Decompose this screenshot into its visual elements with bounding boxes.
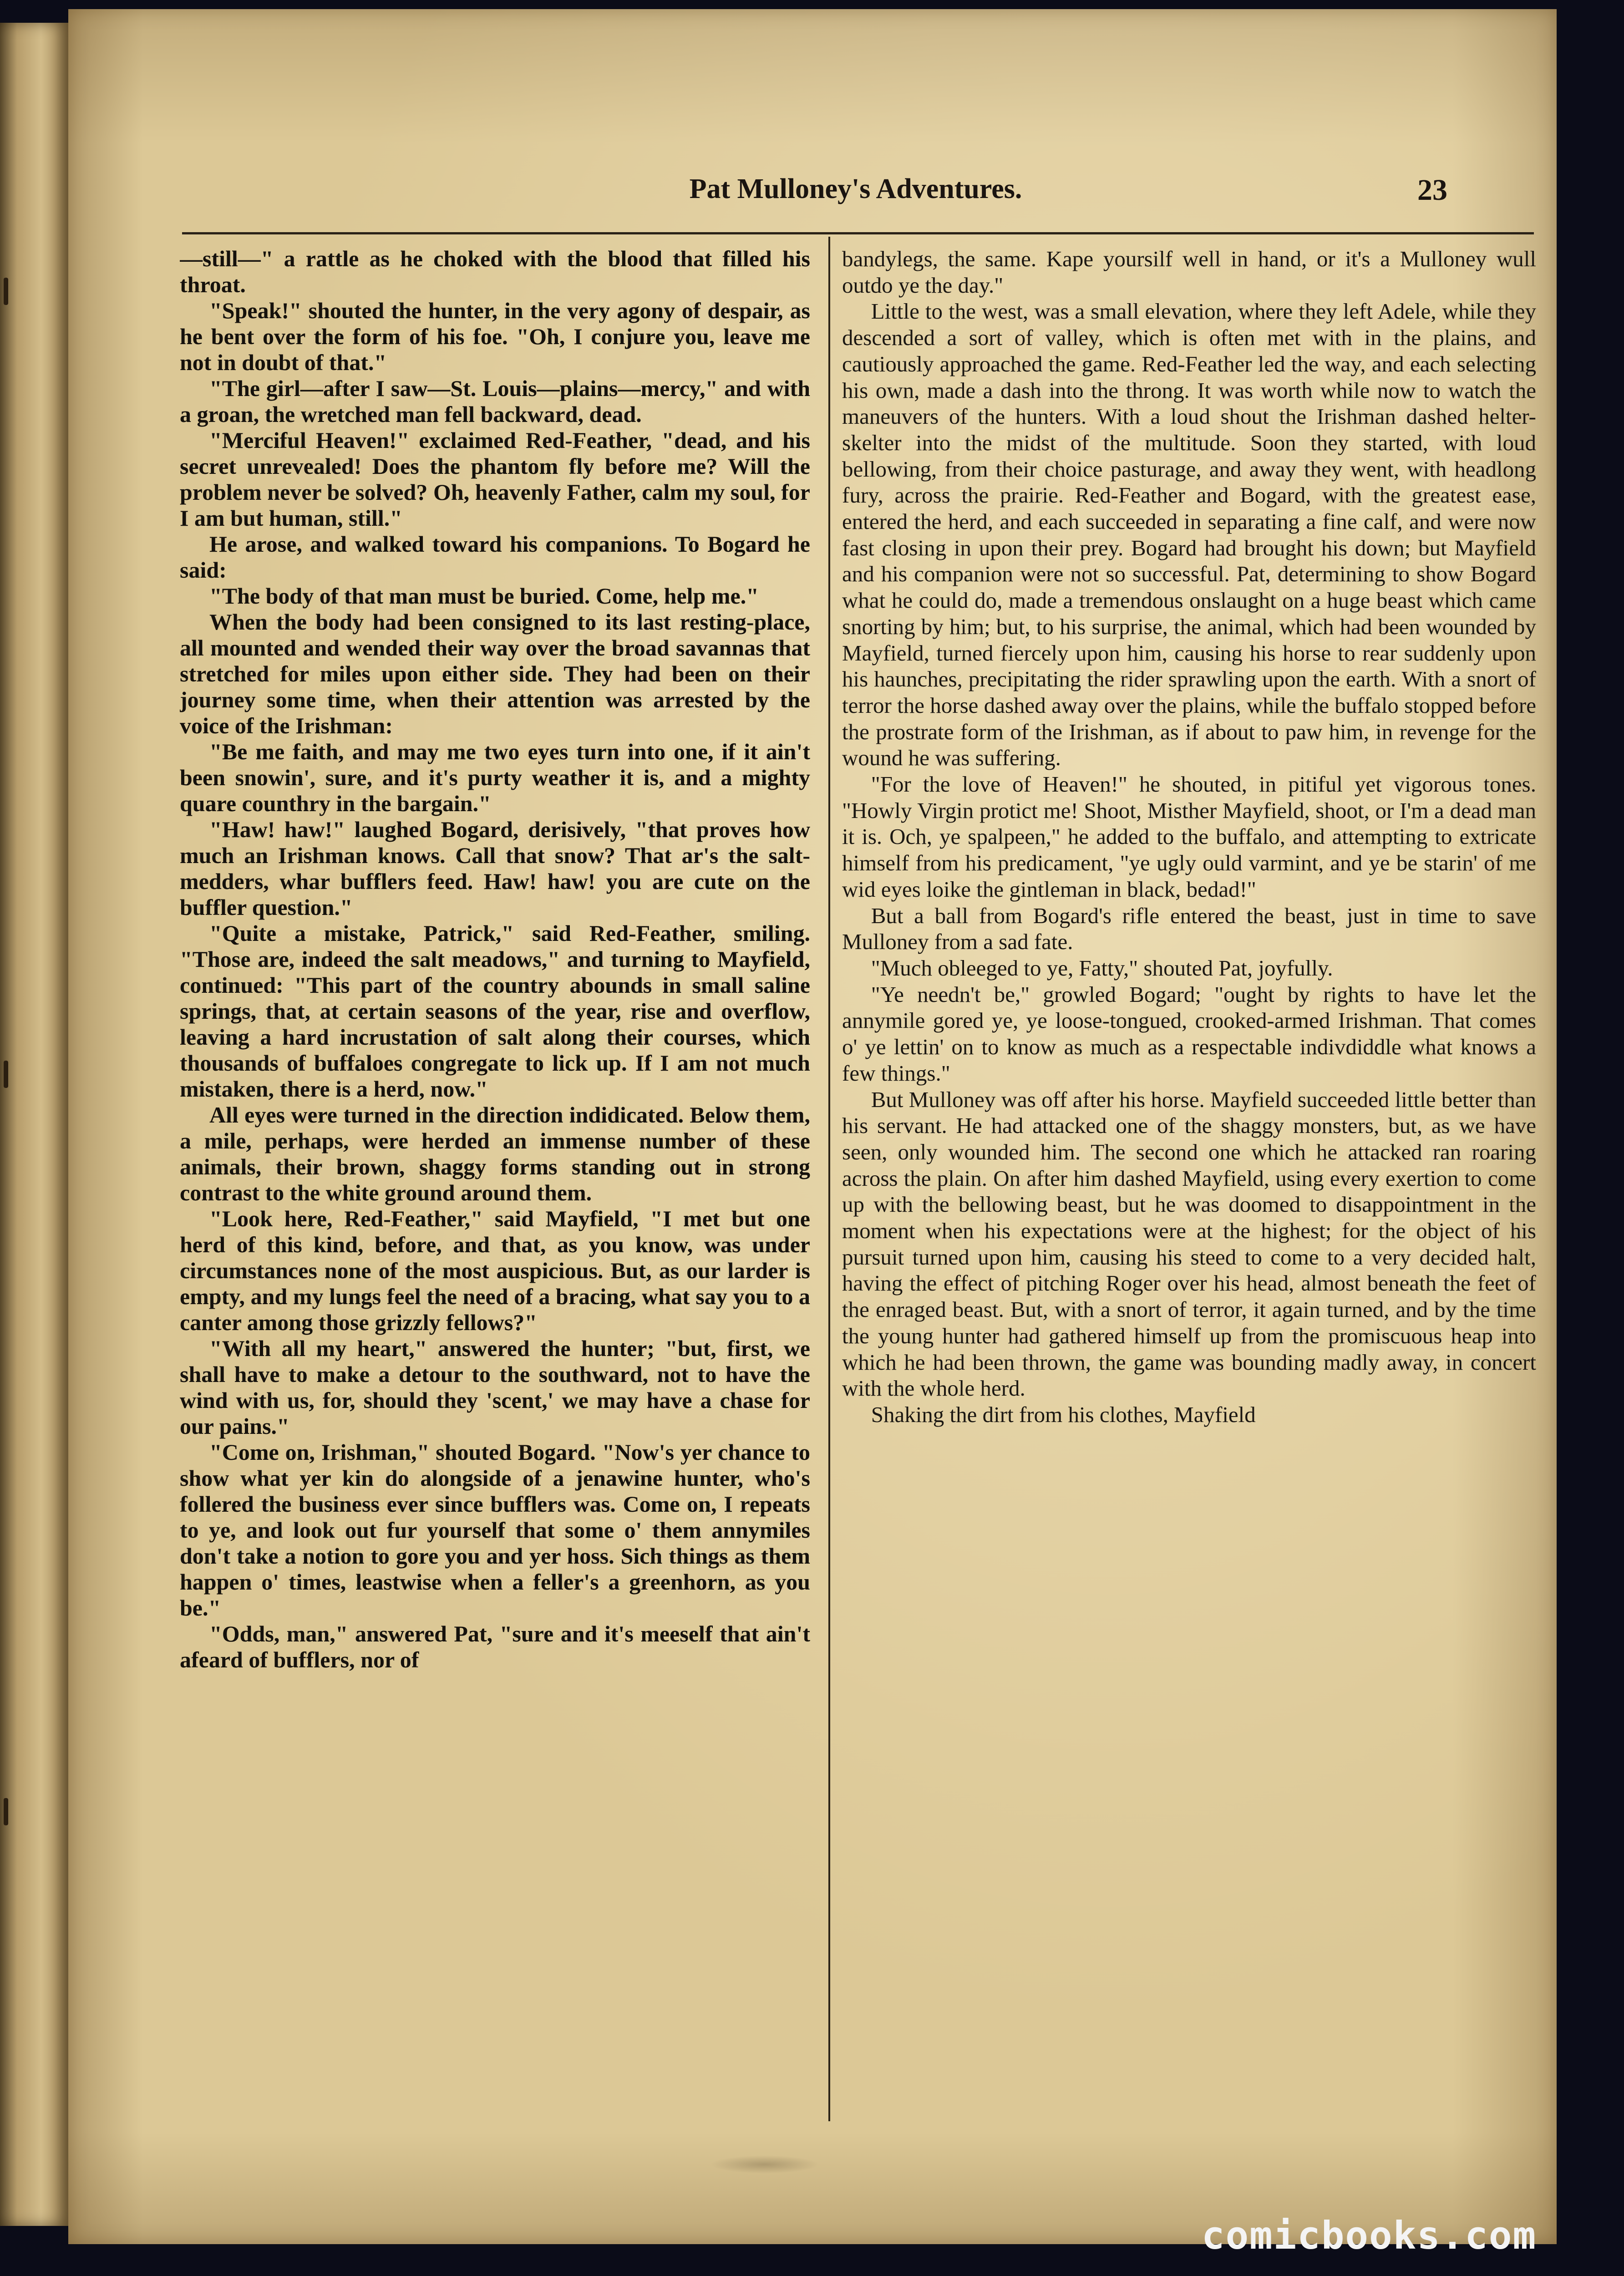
paragraph: "Speak!" shouted the hunter, in the very agony of despair, as he bent over the form of his foe. "Oh, I conjure you, leave me not in doubt of that.": [180, 298, 810, 375]
paragraph: Shaking the dirt from his clothes, Mayfield: [871, 1402, 1256, 1427]
binding-stitch: [4, 278, 8, 305]
column-divider: [828, 237, 830, 2121]
previous-page-edge: [0, 23, 68, 2226]
binding-stitch: [4, 1798, 8, 1825]
paragraph: "Ye needn't be," growled Bogard; "ought by rights to have let the annymile gored ye, ye loose-tongued, crooked-armed Irishman. That comes o' ye lettin' on to know as much as a respectable indivdiddle what knows a few things.": [842, 981, 1536, 1086]
paragraph: "With all my heart," answered the hunter; "but, first, we shall have to make a detour to the southward, not to have the wind with us, for, should they 'scent,' we may have a chase for our pains.": [180, 1336, 810, 1439]
paragraph: bandylegs, the same. Kape yoursilf well in hand, or it's a Mulloney wull outdo ye the day.": [842, 246, 1536, 298]
paragraph: "Quite a mistake, Patrick," said Red-Feather, smiling. "Those are, indeed the salt meadows," and turning to Mayfield, continued: "This part of the country abounds in small saline springs, that, at certain seasons of the year, rise and overflow, leaving a hard incrustation of salt along their courses, which thousands of buffaloes congregate to lick up. If I am not much mistaken, there is a herd, now.": [180, 920, 810, 1102]
paragraph: All eyes were turned in the direction indidicated. Below them, a mile, perhaps, were herded an immense number of these animals, their brown, shaggy forms standing out in strong contrast to the white ground around them.: [180, 1102, 810, 1205]
paragraph: "The girl—after I saw—St. Louis—plains—mercy," and with a groan, the wretched man fell backward, dead.: [180, 376, 810, 427]
running-title: Pat Mulloney's Adventures.: [689, 173, 1022, 204]
paragraph: "Haw! haw!" laughed Bogard, derisively, "that proves how much an Irishman knows. Call that snow? That ar's the salt-medders, whar bufflers feed. Haw! haw! you are cute on the buffler question.": [180, 817, 810, 920]
paragraph: "Much obleeged to ye, Fatty," shouted Pat, joyfully.: [871, 955, 1333, 981]
paragraph: "Look here, Red-Feather," said Mayfield, "I met but one herd of this kind, before, and that, as you know, was under circumstances none of the most auspicious. But, as our larder is empty, and my lungs feel the need of a bracing, what say you to a canter among those grizzly fellows?": [180, 1206, 810, 1335]
binding-stitch: [4, 1061, 8, 1088]
paragraph: "The body of that man must be buried. Come, help me.": [209, 583, 759, 609]
printer-smudge: [710, 2155, 819, 2174]
header-rule: [182, 232, 1534, 234]
paragraph: But Mulloney was off after his horse. Mayfield succeeded little better than his servant. He had attacked one of the shaggy monsters, but, as we have seen, only wounded him. The second one which he attacked ran roaring across the plain. On after him dashed Mayfield, using every exertion to come up with the bellowing beast, but he was doomed to disappointment in the moment when his expectations were at the highest; for the object of his pursuit turned upon him, causing his steed to come to a very decided halt, having the effect of pitching Roger over his head, almost beneath the feet of the enraged beast. But, with a snort of terror, it again turned, and by the time the young hunter had gathered himself up from the promiscuous heap into which he had been thrown, the game was bounding madly away, in concert with the whole herd.: [842, 1087, 1536, 1401]
book-page: [68, 9, 1557, 2244]
running-head: [68, 173, 1557, 223]
paragraph: Little to the west, was a small elevation, where they left Adele, while they descended a sort of valley, which is often met with in the plains, and cautiously approached the game. Red-Feather led the way, and each selecting his own, made a dash into the throng. It was worth while now to watch the maneuvers of the hunters. With a loud shout the Irishman dashed helter-skelter into the midst of the multitude. Soon they started, with loud bellowing, from their choice pasturage, and away they went, with headlong fury, across the prairie. Red-Feather and Bogard, with the greatest ease, entered the herd, and each succeeded in separating a fine calf, and were now fast closing in upon their prey. Bogard had brought his down; but Mayfield and his companion were not so successful. Pat, determining to show Bogard what he could do, made a tremendous onslaught on a huge beast which came snorting by him; but, to his surprise, the animal, which had been wounded by Mayfield, turned fiercely upon him, causing his horse to rear suddenly upon his haunches, precipitating the rider sprawling upon the earth. With a snort of terror the horse dashed away over the plains, while the buffalo stopped before the prostrate form of the Irishman, as if about to paw him, in revenge for the wound he was suffering.: [842, 299, 1536, 771]
paragraph: —still—" a rattle as he choked with the blood that filled his throat.: [180, 246, 810, 297]
paragraph: He arose, and walked toward his companions. To Bogard he said:: [180, 531, 810, 583]
page-number: 23: [1417, 173, 1447, 207]
text-column-left: [180, 246, 810, 2126]
paragraph: "Odds, man," answered Pat, "sure and it's meeself that ain't afeard of bufflers, nor of: [180, 1621, 810, 1672]
paragraph: "Merciful Heaven!" exclaimed Red-Feather, "dead, and his secret unrevealed! Does the phantom fly before me? Will the problem never be solved? Oh, heavenly Father, calm my soul, for I am but human, still.": [180, 427, 810, 531]
paragraph: When the body had been consigned to its last resting-place, all mounted and wended their way over the broad savannas that stretched for miles upon either side. They had been on their journey some time, when their attention was arrested by the voice of the Irishman:: [180, 609, 810, 738]
paragraph: "Come on, Irishman," shouted Bogard. "Now's yer chance to show what yer kin do alongside of a jenawine hunter, who's follered the business ever since bufflers was. Come on, I repeats to ye, and look out fur yourself that some o' them annymiles don't take a notion to gore you and yer hoss. Sich things as them happen o' times, leastwise when a feller's a greenhorn, as you be.": [180, 1439, 810, 1621]
paragraph: But a ball from Bogard's rifle entered the beast, just in time to save Mulloney from a sad fate.: [842, 903, 1536, 955]
site-watermark: comicbooks.com: [1202, 2213, 1537, 2258]
paragraph: "For the love of Heaven!" he shouted, in pitiful yet vigorous tones. "Howly Virgin protict me! Shoot, Misther Mayfield, shoot, or I'm a dead man it is. Och, ye spalpeen," he added to the buffalo, and attempting to extricate himself from his predicament, "ye ugly ould varmint, and ye be starin' of me wid eyes loike the gintleman in black, bedad!": [842, 772, 1536, 902]
paragraph: "Be me faith, and may me two eyes turn into one, if it ain't been snowin', sure, and it's purty weather it is, and a mighty quare counthry in the bargain.": [180, 739, 810, 816]
text-column-right: [842, 246, 1536, 2126]
